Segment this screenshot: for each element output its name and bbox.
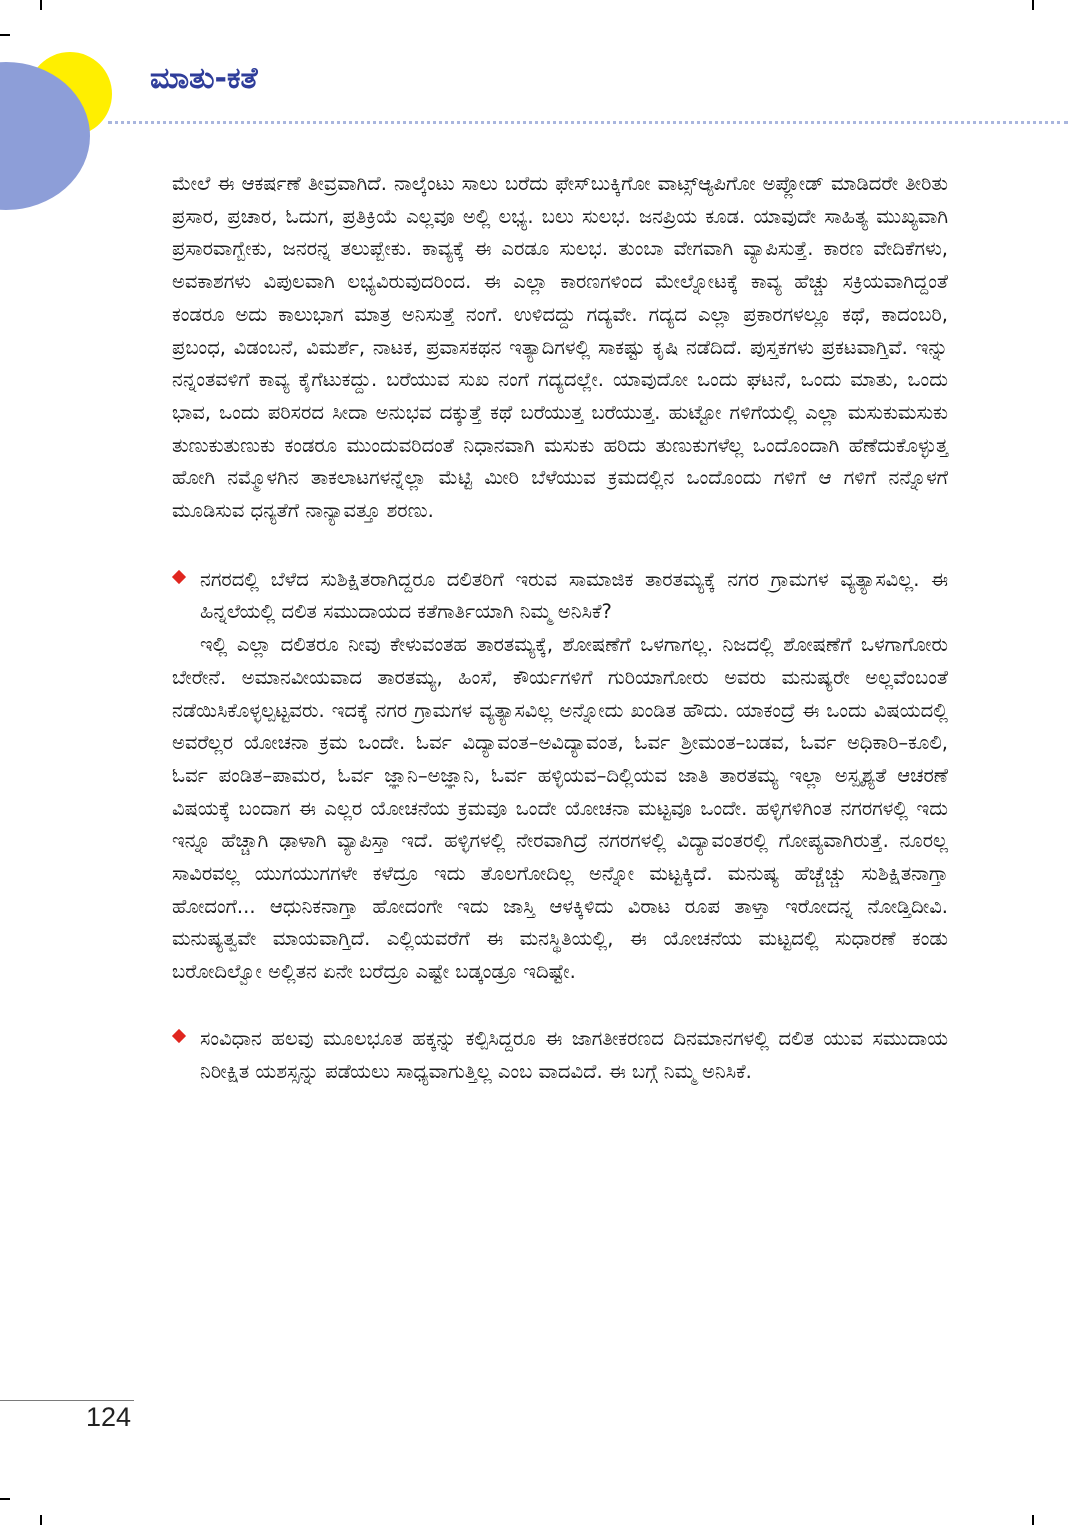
interview-question [172,564,948,629]
crop-mark-bottom-right [1032,1515,1034,1525]
paragraph: ಮೇಲೆ ಈ ಆಕರ್ಷಣೆ ತೀವ್ರವಾಗಿದೆ. ನಾಲ್ಕೆಂಟು ಸಾಲು ಬರೆದು ಫೇಸ್‌ಬುಕ್ಕಿಗೋ ವಾಟ್ಸ್‌ಆ್ಯಪಿಗೋ ಅಪ್ಲೋಡ್ ಮಾಡಿದರೇ ತೀರಿತು ಪ್ರಸಾರ, ಪ್ರಚಾರ, ಓದುಗ, ಪ್ರತಿಕ್ರಿಯೆ ಎಲ್ಲವೂ ಅಲ್ಲಿ ಲಭ್ಯ. ಬಲು ಸುಲಭ. ಜನಪ್ರಿಯ ಕೂಡ. ಯಾವುದೇ ಸಾಹಿತ್ಯ ಮುಖ್ಯವಾಗಿ ಪ್ರಸಾರವಾಗ್ಬೇಕು, ಜನರನ್ನ ತಲುಪ್ಬೇಕು. ಕಾವ್ಯಕ್ಕೆ ಈ ಎರಡೂ ಸುಲಭ. ತುಂಬಾ ವೇಗವಾಗಿ ವ್ಯಾಪಿಸುತ್ತೆ. ಕಾರಣ ವೇದಿಕೆಗಳು, ಅವಕಾಶಗಳು ವಿಪುಲವಾಗಿ ಲಭ್ಯವಿರುವುದರಿಂದ. ಈ ಎಲ್ಲಾ ಕಾರಣಗಳಿಂದ ಮೇಲ್ನೋಟಕ್ಕೆ ಕಾವ್ಯ ಹೆಚ್ಚು ಸಕ್ರಿಯವಾಗಿದ್ದಂತೆ ಕಂಡರೂ ಅದು ಕಾಲುಭಾಗ ಮಾತ್ರ ಅನಿಸುತ್ತೆ ನಂಗೆ. ಉಳಿದದ್ದು ಗದ್ಯವೇ. ಗದ್ಯದ ಎಲ್ಲಾ ಪ್ರಕಾರಗಳಲ್ಲೂ ಕಥೆ, ಕಾದಂಬರಿ, ಪ್ರಬಂಧ, ವಿಡಂಬನೆ, ವಿಮರ್ಶೆ, ನಾಟಕ, ಪ್ರವಾಸಕಥನ ಇತ್ಯಾದಿಗಳಲ್ಲಿ ಸಾಕಷ್ಟು ಕೃಷಿ ನಡೆದಿದೆ. ಪುಸ್ತಕಗಳು ಪ್ರಕಟವಾಗ್ತಿವೆ. ಇನ್ನು ನನ್ನಂತವಳಿಗೆ ಕಾವ್ಯ ಕೈಗೆಟುಕದ್ದು. ಬರೆಯುವ ಸುಖ ನಂಗೆ ಗದ್ಯದಲ್ಲೇ. ಯಾವುದೋ ಒಂದು ಘಟನೆ, ಒಂದು ಮಾತು, ಒಂದು ಭಾವ, ಒಂದು ಪರಿಸರದ ಸೀದಾ ಅನುಭವ ದಕ್ಕುತ್ತೆ ಕಥೆ ಬರೆಯುತ್ತ ಬರೆಯುತ್ತ. ಹುಟ್ಟೋ ಗಳಿಗೆಯಲ್ಲಿ ಎಲ್ಲಾ ಮಸುಕುಮಸುಕು ತುಣುಕುತುಣುಕು ಕಂಡರೂ ಮುಂದುವರಿದಂತೆ ನಿಧಾನವಾಗಿ ಮಸುಕು ಹರಿದು ತುಣುಕುಗಳೆಲ್ಲ ಒಂದೊಂದಾಗಿ ಹೆಣೆದುಕೊಳ್ಳುತ್ತ ಹೋಗಿ ನಮ್ಮೊಳಗಿನ ತಾಕಲಾಟಗಳನ್ನೆಲ್ಲಾ ಮೆಟ್ಟಿ ಮೀರಿ ಬೆಳೆಯುವ ಕ್ರಮದಲ್ಲಿನ ಒಂದೊಂದು ಗಳಿಗೆ ಆ ಗಳಿಗೆ ನನ್ನೊಳಗೆ ಮೂಡಿಸುವ ಧನ್ಯತೆಗೆ ನಾನ್ಯಾವತ್ತೂ ಶರಣು. [172,172,948,523]
question-text: ನಗರದಲ್ಲಿ ಬೆಳೆದ ಸುಶಿಕ್ಷಿತರಾಗಿದ್ದರೂ ದಲಿತರಿಗೆ ಇರುವ ಸಾಮಾಜಿಕ ತಾರತಮ್ಯಕ್ಕೆ ನಗರ ಗ್ರಾಮಗಳ ವ್ಯತ್ಯಾಸವಿಲ್ಲ. ಈ ಹಿನ್ನಲೆಯಲ್ಲಿ ದಲಿತ ಸಮುದಾಯದ ಕತೆಗಾರ್ತಿಯಾಗಿ ನಿಮ್ಮ ಅನಿಸಿಕೆ? [200,567,948,624]
crop-mark-bottom-left [40,1515,42,1525]
section-title: ಮಾತು-ಕತೆ [150,61,258,96]
interview-question [172,1023,948,1088]
spacer [172,989,948,1023]
footer-rule [0,1400,134,1401]
crop-mark-left-lower [0,1498,10,1500]
spacer [172,528,948,564]
red-diamond-bullet-icon [172,570,186,584]
question-text: ಸಂವಿಧಾನ ಹಲವು ಮೂಲಭೂತ ಹಕ್ಕನ್ನು ಕಲ್ಪಿಸಿದ್ದರೂ ಈ ಜಾಗತೀಕರಣದ ದಿನಮಾನಗಳಲ್ಲಿ ದಲಿತ ಯುವ ಸಮುದಾಯ ನಿರೀಕ್ಷಿತ ಯಶಸ್ಸನ್ನು ಪಡೆಯಲು ಸಾಧ್ಯವಾಗುತ್ತಿಲ್ಲ ಎಂಬ ವಾದವಿದೆ. ಈ ಬಗ್ಗೆ ನಿಮ್ಮ ಅನಿಸಿಕೆ. [200,1026,948,1083]
dotted-divider [108,121,1068,124]
page-number: 124 [86,1402,132,1432]
header-decoration [0,0,140,220]
red-diamond-bullet-icon [172,1029,186,1043]
crop-mark-top-right [1032,0,1034,10]
interview-answer: ಇಲ್ಲಿ ಎಲ್ಲಾ ದಲಿತರೂ ನೀವು ಕೇಳುವಂತಹ ತಾರತಮ್ಯಕ್ಕೆ, ಶೋಷಣೆಗೆ ಒಳಗಾಗಲ್ಲ. ನಿಜದಲ್ಲಿ ಶೋಷಣೆಗೆ ಒಳಗಾಗೋರು ಬೇರೇನೆ. ಅಮಾನವೀಯವಾದ ತಾರತಮ್ಯ, ಹಿಂಸೆ, ಕೌರ್ಯಗಳಿಗೆ ಗುರಿಯಾಗೋರು ಅವರು ಮನುಷ್ಯರೇ ಅಲ್ಲವೆಂಬಂತೆ ನಡೆಯಿಸಿಕೊಳ್ಳಲ್ಪಟ್ಟವರು. ಇದಕ್ಕೆ ನಗರ ಗ್ರಾಮಗಳ ವ್ಯತ್ಯಾಸವಿಲ್ಲ ಅನ್ನೋದು ಖಂಡಿತ ಹೌದು. ಯಾಕಂದ್ರೆ ಈ ಒಂದು ವಿಷಯದಲ್ಲಿ ಅವರೆಲ್ಲರ ಯೋಚನಾ ಕ್ರಮ ಒಂದೇ. ಓರ್ವ ವಿದ್ಯಾವಂತ–ಅವಿದ್ಯಾವಂತ, ಓರ್ವ ಶ್ರೀಮಂತ–ಬಡವ, ಓರ್ವ ಅಧಿಕಾರಿ–ಕೂಲಿ, ಓರ್ವ ಪಂಡಿತ–ಪಾಮರ, ಓರ್ವ ಜ್ಞಾನಿ–ಅಜ್ಞಾನಿ, ಓರ್ವ ಹಳ್ಳಿಯವ–ದಿಲ್ಲಿಯವ ಜಾತಿ ತಾರತಮ್ಯ ಇಲ್ಲಾ ಅಸ್ಪೃಶ್ಯತೆ ಆಚರಣೆ ವಿಷಯಕ್ಕೆ ಬಂದಾಗ ಈ ಎಲ್ಲರ ಯೋಚನೆಯ ಕ್ರಮವೂ ಒಂದೇ ಯೋಚನಾ ಮಟ್ಟವೂ ಒಂದೇ. ಹಳ್ಳಿಗಳಿಗಿಂತ ನಗರಗಳಲ್ಲಿ ಇದು ಇನ್ನೂ ಹೆಚ್ಚಾಗಿ ಢಾಳಾಗಿ ವ್ಯಾಪಿಸ್ತಾ ಇದೆ. ಹಳ್ಳಿಗಳಲ್ಲಿ ನೇರವಾಗಿದ್ರೆ ನಗರಗಳಲ್ಲಿ ವಿದ್ಯಾವಂತರಲ್ಲಿ ಗೋಪ್ಯವಾಗಿರುತ್ತೆ. ನೂರಲ್ಲ ಸಾವಿರವಲ್ಲ ಯುಗಯುಗಗಳೇ ಕಳೆದ್ರೂ ಇದು ತೊಲಗೋದಿಲ್ಲ ಅನ್ನೋ ಮಟ್ಟಕ್ಕಿದೆ. ಮನುಷ್ಯ ಹೆಚ್ಚೆಚ್ಚು ಸುಶಿಕ್ಷಿತನಾಗ್ತಾ ಹೋದಂಗೆ... ಆಧುನಿಕನಾಗ್ತಾ ಹೋದಂಗೇ ಇದು ಜಾಸ್ತಿ ಆಳಕ್ಕಿಳಿದು ವಿರಾಟ ರೂಪ ತಾಳ್ತಾ ಇರೋದನ್ನ ನೋಡ್ತಿದೀವಿ. ಮನುಷ್ಯತ್ವವೇ ಮಾಯವಾಗ್ತಿದೆ. ಎಲ್ಲಿಯವರೆಗೆ ಈ ಮನಸ್ಥಿತಿಯಲ್ಲಿ, ಈ ಯೋಚನೆಯ ಮಟ್ಟದಲ್ಲಿ ಸುಧಾರಣೆ ಕಂಡು ಬರೋದಿಲ್ವೋ ಅಲ್ಲಿತನ ಏನೇ ಬರೆದ್ರೂ ಎಷ್ಟೇ ಬಡ್ಕಂಡ್ರೂ ಇದಿಷ್ಟೇ. [172,633,948,984]
article-body [172,168,948,1088]
